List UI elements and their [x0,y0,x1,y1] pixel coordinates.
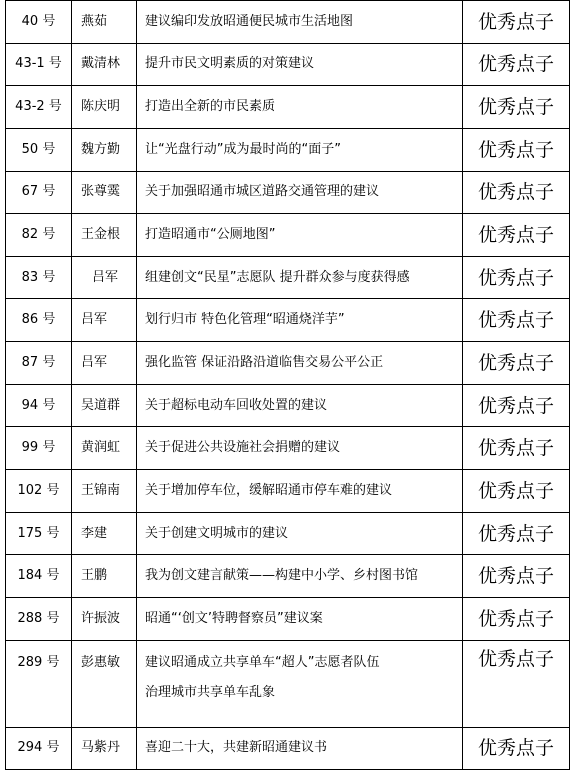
entry-number: 94 号 [6,384,72,427]
table-row [6,128,570,171]
entry-number: 43-1 号 [6,43,72,86]
author-name: 吕军 [72,256,137,299]
proposal-title: 关于超标电动车回收处置的建议 [137,384,463,427]
proposal-title: 建议昭通成立共享单车“超人”志愿者队伍 [145,654,380,670]
author-name: 王金根 [72,214,137,257]
author-name: 燕茹 [72,1,137,44]
award-label: 优秀点子 [463,299,570,342]
author-name: 张尊霙 [72,171,137,214]
proposal-title: 建议编印发放昭通便民城市生活地图 [137,1,463,44]
award-label: 优秀点子 [463,1,570,44]
proposal-title: 打造出全新的市民素质 [137,86,463,129]
proposal-title: 划行归市 特色化管理“昭通烧洋芋” [137,299,463,342]
award-label: 优秀点子 [463,640,570,727]
author-name: 彭惠敏 [72,640,137,727]
award-label: 优秀点子 [463,214,570,257]
proposal-title: 关于创建文明城市的建议 [137,512,463,555]
award-label: 优秀点子 [463,597,570,640]
author-name: 李建 [72,512,137,555]
proposal-title-cell [137,640,463,727]
entry-number: 83 号 [6,256,72,299]
award-label: 优秀点子 [463,256,570,299]
author-name: 吕军 [72,299,137,342]
author-name: 魏方勤 [72,128,137,171]
author-name: 戴清林 [72,43,137,86]
table-row [6,214,570,257]
table-row [6,555,570,598]
entry-number: 99 号 [6,427,72,470]
proposal-title: 我为创文建言献策——构建中小学、乡村图书馆 [137,555,463,598]
entry-number: 86 号 [6,299,72,342]
proposal-title-line-2: 治理城市共享单车乱象 [145,684,276,700]
award-label: 优秀点子 [463,470,570,513]
proposal-title: 组建创文“民星”志愿队 提升群众参与度获得感 [137,256,463,299]
entry-number: 87 号 [6,342,72,385]
author-name: 王鹏 [72,555,137,598]
entry-number: 288 号 [6,597,72,640]
proposal-title: 打造昭通市“公厕地图” [137,214,463,257]
proposal-title: 强化监管 保证沿路沿道临售交易公平公正 [137,342,463,385]
author-name: 黄润虹 [72,427,137,470]
entry-number: 82 号 [6,214,72,257]
award-label: 优秀点子 [463,512,570,555]
table-row [6,342,570,385]
author-name: 许振波 [72,597,137,640]
award-label: 优秀点子 [463,86,570,129]
author-name: 马紫丹 [72,727,137,770]
table-row [6,470,570,513]
entry-number: 294 号 [6,727,72,770]
author-name: 陈庆明 [72,86,137,129]
entry-number: 102 号 [6,470,72,513]
table-row [6,512,570,555]
table-row [6,640,570,727]
award-table [5,0,570,770]
entry-number: 289 号 [6,640,72,727]
proposal-title: 提升市民文明素质的对策建议 [137,43,463,86]
table-row [6,86,570,129]
table-row [6,171,570,214]
entry-number: 40 号 [6,1,72,44]
proposal-title: 昭通“‘创文’特聘督察员”建议案 [137,597,463,640]
award-label: 优秀点子 [463,43,570,86]
award-label: 优秀点子 [463,727,570,770]
award-label: 优秀点子 [463,128,570,171]
entry-number: 184 号 [6,555,72,598]
entry-number: 43-2 号 [6,86,72,129]
award-label: 优秀点子 [463,342,570,385]
author-name: 吕军 [72,342,137,385]
author-name: 王锦南 [72,470,137,513]
table-row [6,727,570,770]
table-row [6,597,570,640]
proposal-title: 关于加强昭通市城区道路交通管理的建议 [137,171,463,214]
award-label: 优秀点子 [463,171,570,214]
award-label: 优秀点子 [463,555,570,598]
proposal-title: 喜迎二十大，共建新昭通建议书 [137,727,463,770]
proposal-title: 关于增加停车位，缓解昭通市停车难的建议 [137,470,463,513]
table-row [6,384,570,427]
award-label: 优秀点子 [463,427,570,470]
entry-number: 175 号 [6,512,72,555]
table-row [6,256,570,299]
entry-number: 67 号 [6,171,72,214]
table-row [6,427,570,470]
award-label: 优秀点子 [463,384,570,427]
table-row [6,299,570,342]
proposal-title: 让“光盘行动”成为最时尚的“面子” [137,128,463,171]
entry-number: 50 号 [6,128,72,171]
author-name: 吴道群 [72,384,137,427]
table-row [6,1,570,44]
table-row [6,43,570,86]
proposal-title: 关于促进公共设施社会捐赠的建议 [137,427,463,470]
